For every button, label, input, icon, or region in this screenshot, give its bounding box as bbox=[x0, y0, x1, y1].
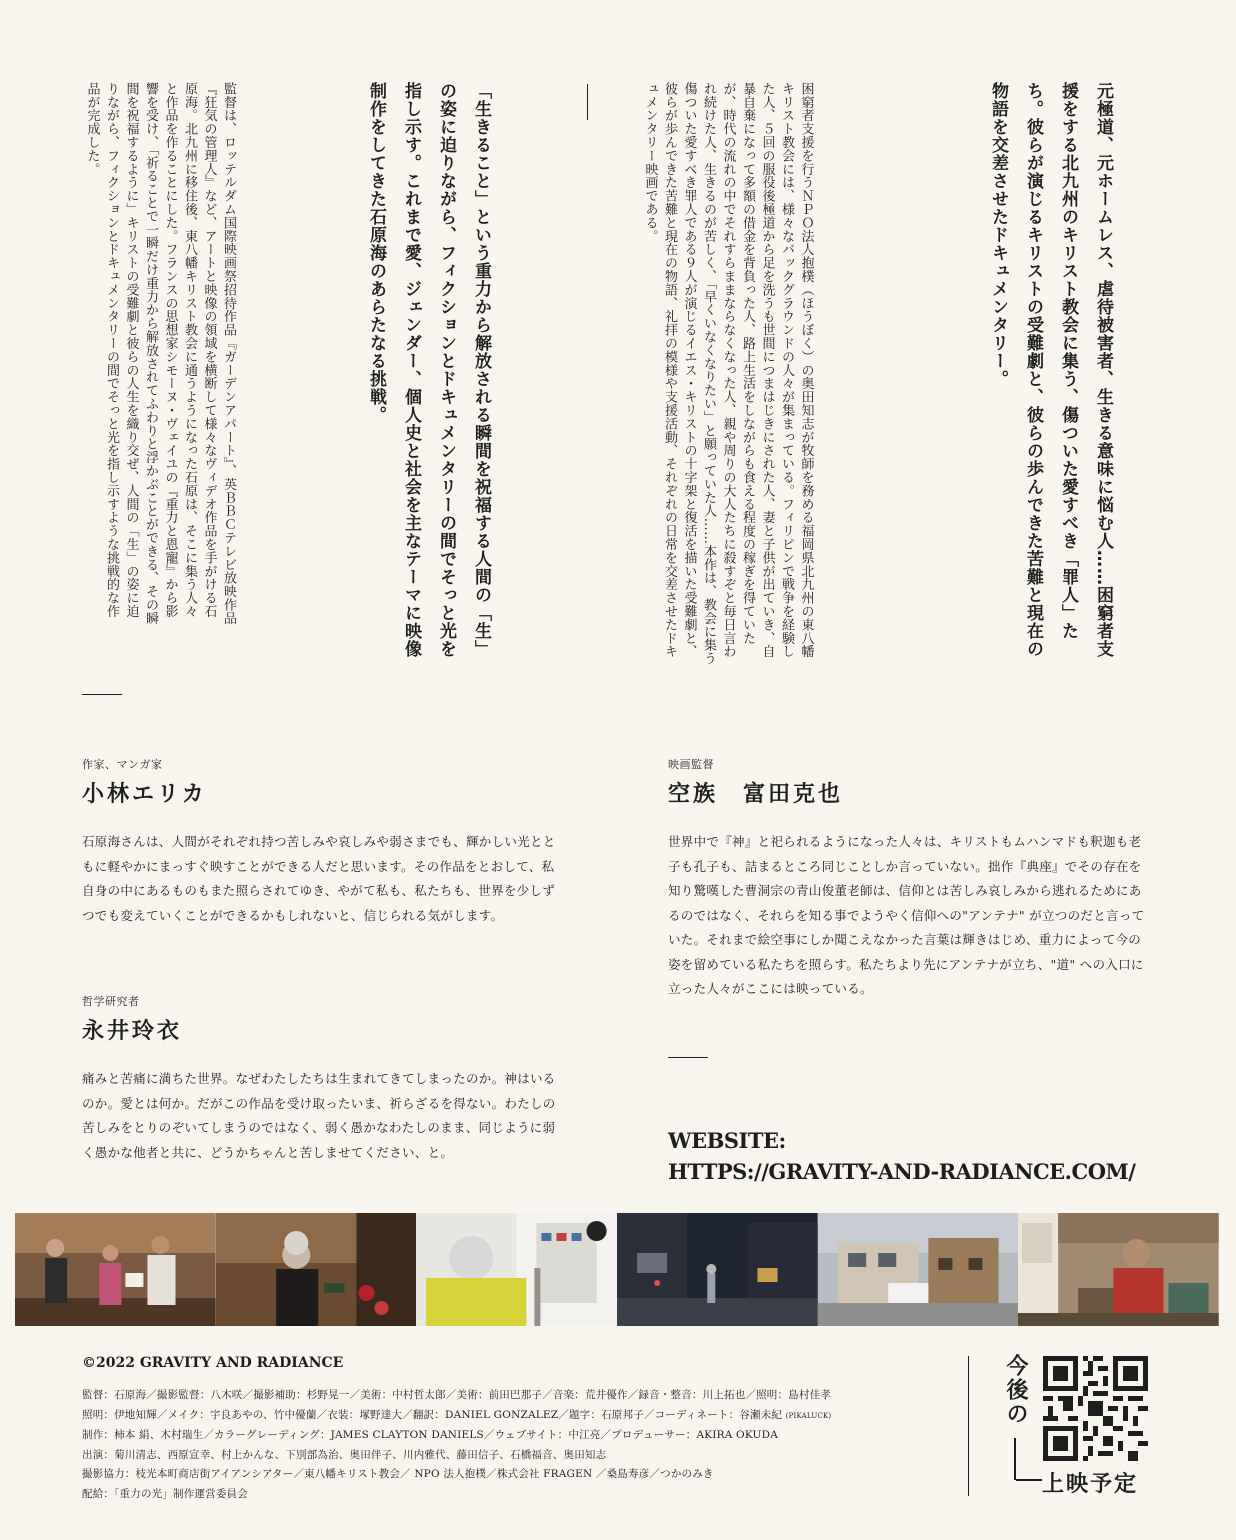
film-still bbox=[1018, 1213, 1219, 1326]
synopsis-lead: 元極道、元ホームレス、虐待被害者、生きる意味に悩む人……困窮者支援をする北九州のキリスト教会に集う、傷ついた愛すべき「罪人」たち。彼らが演じるキリストの受難劇と、彼らの歩んできた苦難と現在の物語を交差させたドキュメンタリー。 bbox=[988, 82, 1113, 658]
director-body: 監督は、ロッテルダム国際映画祭招待作品『ガーデンアパート』、英ＢＢＣテレビ放映作品『狂気の管理人』など、アートと映像の領域を横断して様々なヴィデオ作品を手がける石原海。北九州に移住後、東八幡キリスト教会に通うようになった石原は、そこに集う人々と作品を作ることにした。フランスの思想家シモーヌ・ヴェイユの『重力と恩寵』から影響を受け、「祈ることで一瞬だけ重力から解放されてふわりと浮かぶことができる、その瞬間を祝福するように」キリストの受難劇と彼らの人生を織り交ぜ、人間の「生」の姿に迫りながら、フィクションとドキュメンタリーの間でそっと光を指し示すような挑戦的な作品が完成した。 bbox=[84, 82, 236, 625]
comment-name: 小林エリカ bbox=[82, 781, 207, 807]
comments-divider bbox=[82, 694, 122, 695]
website-divider bbox=[668, 1057, 708, 1058]
credit-line: 監督：石原海／撮影監督：八木咲／撮影補助：杉野晃一／美術：中村哲太郎／美術：前田巴那子／音楽：荒井優作／録音・整音：川上拓也／照明：島村佳孝 bbox=[82, 1389, 831, 1401]
qr-code-icon[interactable] bbox=[1043, 1356, 1148, 1461]
comment-text: 石原海さんは、人間がそれぞれ持つ苦しみや哀しみや弱さまでも、輝かしい光とともに軽やかにまっすぐ映すことができる人だと思います。その作品をとおして、私自身の中にあるものもまた照らされてゆき、やがて私も、私たちも、世界を少しずつでも変えていくことができるかもしれないと、信じられる気がします。 bbox=[82, 834, 556, 923]
coming-connector bbox=[1014, 1438, 1016, 1480]
comment-role: 映画監督 bbox=[668, 758, 714, 771]
comment-text: 世界中で『神』と祀られるようになった人々は、キリストもムハンマドも釈迦も老子も孔子も、詰まるところ同じことしか言っていない。拙作『典座』でその存在を知り驚嘆した曹洞宗の青山俊董老師は、信仰とは苦しみ哀しみから逃れるためにあるのではなく、それらを知る事でようやく信仰への"アンテナ" が立つのだと言っていた。それまで絵空事にしか聞こえなかった言葉は輝きはじめ、重力によって今の姿を留めている私たちを照らす。私たちより先にアンテナが立ち、"道" への入口に立った人々がここには映っている。 bbox=[668, 834, 1145, 996]
credits bbox=[82, 1386, 831, 1504]
credit-line: 配給：「重力の光」制作運営委員会 bbox=[82, 1487, 248, 1500]
comment-name: 永井玲衣 bbox=[82, 1018, 183, 1044]
copyright: ©2022 GRAVITY AND RADIANCE bbox=[82, 1355, 344, 1371]
section-divider bbox=[587, 84, 588, 120]
comment-name: 空族 富田克也 bbox=[668, 781, 844, 807]
comment-text: 痛みと苦痛に満ちた世界。なぜわたしたちは生まれてきてしまったのか。神はいるのか。愛とは何か。だがこの作品を受け取ったいま、祈らざるを得ない。わたしの苦しみをとりのぞいてしまうのではなく、弱く愚かなわたしのまま、同じように弱く愚かな他者と共に、どうかちゃんと苦しませてください、と。 bbox=[82, 1071, 556, 1160]
comment-role: 作家、マンガ家 bbox=[82, 758, 163, 771]
website-block bbox=[668, 1125, 1135, 1187]
film-still bbox=[416, 1213, 617, 1326]
synopsis-body: 困窮者支援を行うＮＰＯ法人抱樸（ほうぼく）の奥田知志が牧師を務める福岡県北九州の東八幡キリスト教会には、様々なバックグラウンドの人々が集まっている。フィリピンで戦争を経験した人、５回の服役後極道から足を洗うも世間につまはじきにされた人、妻と子供が出ていき、自暴自棄になって多額の借金を背負った人、路上生活をしながらも食える程度の稼ぎを得ていたが、時代の流れの中でそれすらままならなくなった人、親や周りの大人たちに殺すぞと毎日言われ続けた人、生きるのが苦しく、「早くいなくなりたい」と願っていた人……本作は、教会に集う傷ついた愛すべき罪人である９人が演じるイエス・キリストの十字架と復活を描いた受難劇と、彼らが歩んできた苦難と現在の物語、礼拝の模様や支援活動、それぞれの日常を交差させたドキュメンタリー映画である。 bbox=[642, 82, 814, 666]
coming-title-top: 今後の bbox=[1003, 1354, 1028, 1426]
coming-connector-foot bbox=[1016, 1479, 1042, 1481]
director-lead: 「生きること」という重力から解放される瞬間を祝福する人間の「生」の姿に迫りながら、フィクションとドキュメンタリーの間でそっと光を指し示す。これまで愛、ジェンダー、個人史と社会を主なテーマに映像制作をしてきた石原海のあらたなる挑戦。 bbox=[366, 82, 491, 658]
credit-line: 制作：柿本 絹、木村瑞生／カラーグレーディング：JAMES CLAYTON DANIELS／ウェブサイト：中江亮／プロデューサー：AKIRA OKUDA bbox=[82, 1429, 778, 1441]
comment-role: 哲学研究者 bbox=[82, 995, 140, 1008]
credit-line: 撮影協力：枝光本町商店街アイアンシアター／東八幡キリスト教会／ NPO 法人抱樸／株式会社 FRAGEN ／桑島寿彦／つかのみき bbox=[82, 1468, 714, 1480]
film-still bbox=[216, 1213, 417, 1326]
website-label: WEBSITE: bbox=[668, 1128, 786, 1153]
footer-divider bbox=[968, 1356, 969, 1496]
credit-line: 照明：伊地知輝／メイク：宇良あやの、竹中優蘭／衣装：塚野達大／翻訳：DANIEL GONZALEZ／題字：石原邦子／コーディネート：谷瀬未紀 (PIKALUCK) bbox=[82, 1408, 832, 1421]
film-stills bbox=[15, 1213, 1219, 1326]
film-still bbox=[15, 1213, 216, 1326]
film-still bbox=[617, 1213, 818, 1326]
website-url[interactable]: HTTPS://GRAVITY-AND-RADIANCE.COM/ bbox=[668, 1159, 1136, 1184]
credit-line: 出演：菊川清志、西原宣幸、村上かんな、下別部為治、奥田伴子、川内雅代、藤田信子、石橋福音、奥田知志 bbox=[82, 1448, 607, 1461]
film-still bbox=[818, 1213, 1019, 1326]
credit-note: (PIKALUCK) bbox=[785, 1411, 832, 1420]
coming-title-bottom: 上映予定 bbox=[1042, 1472, 1139, 1497]
